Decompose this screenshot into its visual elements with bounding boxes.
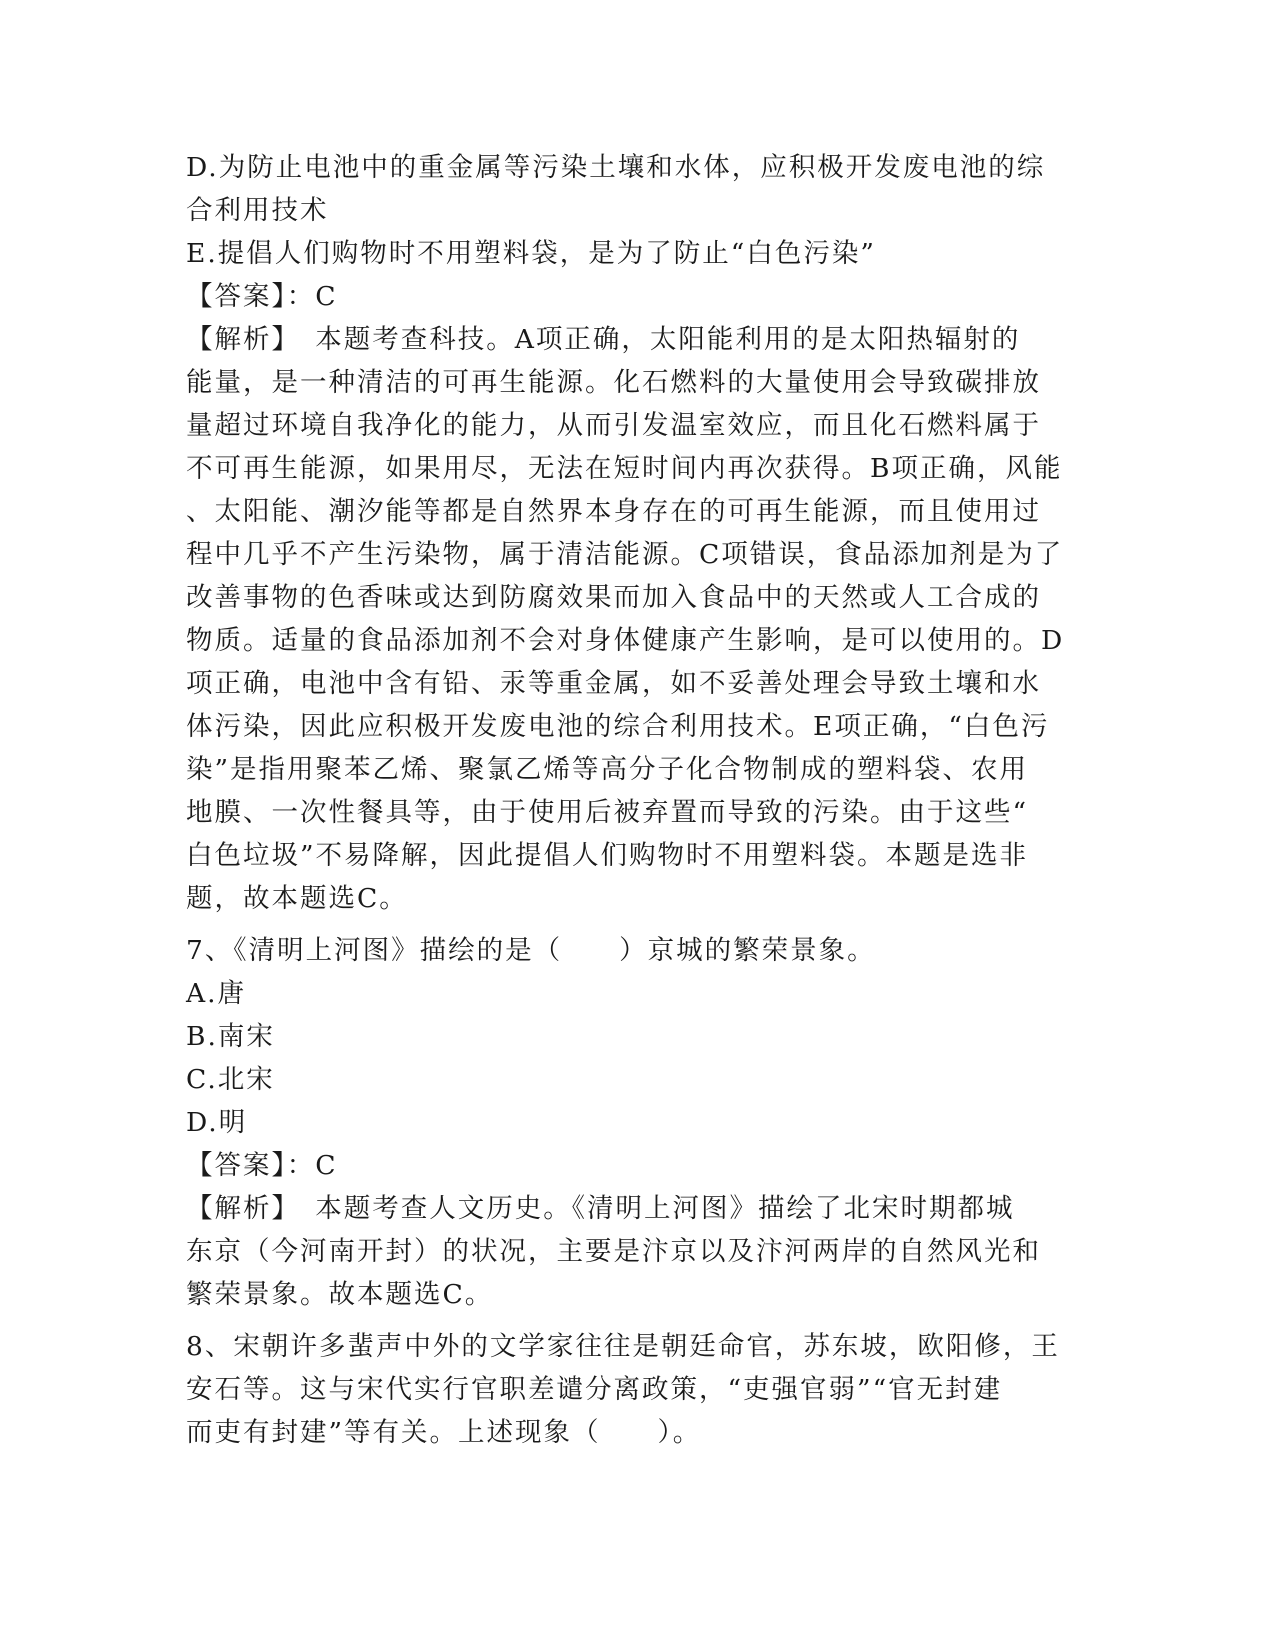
question-stem: 7、《清明上河图》描绘的是（ ）京城的繁荣景象。 <box>186 935 876 966</box>
explanation-line: 繁荣景象。故本题选C。 <box>186 1279 494 1310</box>
explanation-line: 项正确，电池中含有铅、汞等重金属，如不妥善处理会导致土壤和水 <box>186 668 1041 699</box>
page-content <box>186 146 1086 1454</box>
explanation-line: 白色垃圾”不易降解，因此提倡人们购物时不用塑料袋。本题是选非 <box>186 840 1029 871</box>
question-8 <box>186 1325 1086 1454</box>
option-d-line-2: 合利用技术 <box>186 195 329 226</box>
question-stem-line: 而吏有封建”等有关。上述现象（ ）。 <box>186 1417 702 1448</box>
explanation-line: 能量，是一种清洁的可再生能源。化石燃料的大量使用会导致碳排放 <box>186 367 1041 398</box>
explanation-line: 【解析】 本题考查科技。A项正确，太阳能利用的是太阳热辐射的 <box>186 324 1021 355</box>
explanation-line: 改善事物的色香味或达到防腐效果而加入食品中的天然或人工合成的 <box>186 582 1041 613</box>
answer-label: 【答案】：C <box>186 281 338 312</box>
question-7 <box>186 929 1086 1316</box>
option-b: B.南宋 <box>186 1021 275 1052</box>
explanation-line: 、太阳能、潮汐能等都是自然界本身存在的可再生能源，而且使用过 <box>186 496 1041 527</box>
explanation-line: 东京（今河南开封）的状况，主要是汴京以及汴河两岸的自然风光和 <box>186 1236 1041 1267</box>
option-d: D.明 <box>186 1107 248 1138</box>
option-d-line-1: D.为防止电池中的重金属等污染土壤和水体，应积极开发废电池的综 <box>186 152 1046 183</box>
explanation-line: 地膜、一次性餐具等，由于使用后被弃置而导致的污染。由于这些“ <box>186 797 1029 828</box>
section-gap <box>186 920 1086 929</box>
question-stem-line: 8、宋朝许多蜚声中外的文学家往往是朝廷命官，苏东坡，欧阳修，王 <box>186 1331 1060 1362</box>
explanation-line: 【解析】 本题考查人文历史。《清明上河图》描绘了北宋时期都城 <box>186 1193 1015 1224</box>
section-gap <box>186 1316 1086 1325</box>
answer-label: 【答案】：C <box>186 1150 338 1181</box>
explanation-line: 不可再生能源，如果用尽，无法在短时间内再次获得。B项正确，风能 <box>186 453 1063 484</box>
explanation-line: 物质。适量的食品添加剂不会对身体健康产生影响，是可以使用的。D <box>186 625 1065 656</box>
explanation-line: 量超过环境自我净化的能力，从而引发温室效应，而且化石燃料属于 <box>186 410 1041 441</box>
explanation-line: 程中几乎不产生污染物，属于清洁能源。C项错误，食品添加剂是为了 <box>186 539 1064 570</box>
option-e: E.提倡人们购物时不用塑料袋，是为了防止“白色污染” <box>186 238 876 269</box>
option-c: C.北宋 <box>186 1064 275 1095</box>
question-stem-line: 安石等。这与宋代实行官职差谴分离政策，“吏强官弱”“官无封建 <box>186 1374 1003 1405</box>
option-a: A.唐 <box>186 978 247 1009</box>
explanation-line: 染”是指用聚苯乙烯、聚氯乙烯等高分子化合物制成的塑料袋、农用 <box>186 754 1029 785</box>
question-6-tail <box>186 146 1086 920</box>
explanation-line: 体污染，因此应积极开发废电池的综合利用技术。E项正确，“白色污 <box>186 711 1050 742</box>
explanation-line: 题，故本题选C。 <box>186 883 408 914</box>
